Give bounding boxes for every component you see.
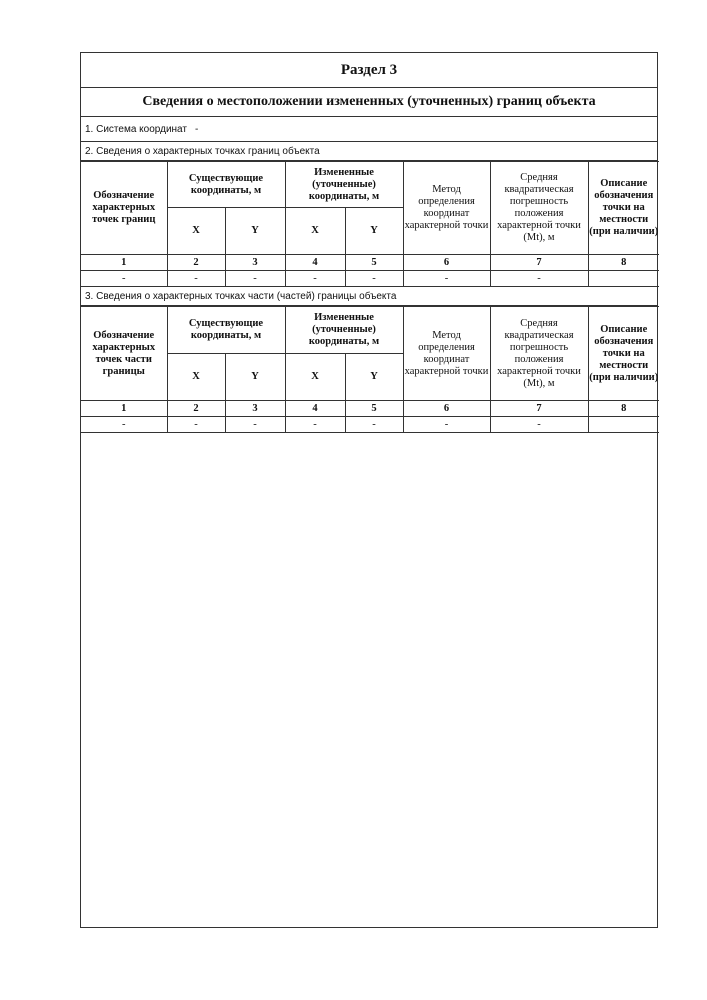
t2-header-method: Метод определения координат характерной точки <box>403 307 490 401</box>
t1-num-cell: 1 <box>81 255 167 271</box>
t1-data-cell: - <box>167 271 225 287</box>
t1-header-existing: Существующие координаты, м <box>167 162 285 208</box>
t1-num-cell: 3 <box>225 255 285 271</box>
t2-number-row <box>81 401 659 417</box>
t1-header-x2: X <box>285 208 345 255</box>
t2-header-x: X <box>167 354 225 401</box>
coord-system-row <box>81 117 657 142</box>
t1-data-cell <box>588 271 659 287</box>
table1-caption: 2. Сведения о характерных точках границ объекта <box>81 142 657 161</box>
t2-data-cell: - <box>490 417 588 433</box>
coord-system-label: 1. Система координат <box>85 123 187 135</box>
t1-num-cell: 8 <box>588 255 659 271</box>
t1-header-changed: Измененные (уточненные) координаты, м <box>285 162 403 208</box>
t1-header-method: Метод определения координат характерной точки <box>403 162 490 255</box>
table-row <box>81 271 659 287</box>
t2-header-existing: Существующие координаты, м <box>167 307 285 354</box>
t2-num-cell: 6 <box>403 401 490 417</box>
t1-header-description: Описание обозначения точки на местности (при наличии) <box>588 162 659 255</box>
section-title: Раздел 3 <box>81 53 657 88</box>
t1-data-cell: - <box>345 271 403 287</box>
t2-num-cell: 5 <box>345 401 403 417</box>
t2-data-cell: - <box>345 417 403 433</box>
section-subtitle: Сведения о местоположении измененных (уточненных) границ объекта <box>81 88 657 117</box>
t1-header-x: X <box>167 208 225 255</box>
t2-header-designation: Обозначение характерных точек части границы <box>81 307 167 401</box>
coord-system-value: - <box>194 123 199 135</box>
t2-num-cell: 2 <box>167 401 225 417</box>
t1-header-y: Y <box>225 208 285 255</box>
t2-num-cell: 7 <box>490 401 588 417</box>
t1-num-cell: 2 <box>167 255 225 271</box>
t2-data-cell: - <box>403 417 490 433</box>
t2-num-cell: 4 <box>285 401 345 417</box>
t1-num-cell: 7 <box>490 255 588 271</box>
t2-header-description: Описание обозначения точки на местности (при наличии) <box>588 307 659 401</box>
t1-num-cell: 6 <box>403 255 490 271</box>
t1-data-cell: - <box>403 271 490 287</box>
table1-boundary-points <box>81 161 659 287</box>
t1-header-designation: Обозначение характерных точек границ <box>81 162 167 255</box>
t1-header-y2: Y <box>345 208 403 255</box>
t2-header-y2: Y <box>345 354 403 401</box>
t2-num-cell: 8 <box>588 401 659 417</box>
t2-data-cell: - <box>167 417 225 433</box>
t1-number-row <box>81 255 659 271</box>
t2-header-x2: X <box>285 354 345 401</box>
t1-data-cell: - <box>490 271 588 287</box>
t2-header-error: Средняя квадратическая погрешность положения характерной точки (Mt), м <box>490 307 588 401</box>
table2-caption: 3. Сведения о характерных точках части (частей) границы объекта <box>81 287 657 306</box>
t2-header-changed: Измененные (уточненные) координаты, м <box>285 307 403 354</box>
table-row <box>81 417 659 433</box>
t2-data-cell <box>588 417 659 433</box>
t2-num-cell: 3 <box>225 401 285 417</box>
t2-data-cell: - <box>285 417 345 433</box>
t1-num-cell: 4 <box>285 255 345 271</box>
document-sheet <box>80 52 658 928</box>
t1-data-cell: - <box>225 271 285 287</box>
t1-data-cell: - <box>81 271 167 287</box>
t1-num-cell: 5 <box>345 255 403 271</box>
t1-data-cell: - <box>285 271 345 287</box>
t2-header-y: Y <box>225 354 285 401</box>
t1-header-error: Средняя квадратическая погрешность положения характерной точки (Mt), м <box>490 162 588 255</box>
table2-part-boundary-points <box>81 306 659 433</box>
t2-data-cell: - <box>225 417 285 433</box>
t2-data-cell: - <box>81 417 167 433</box>
t2-num-cell: 1 <box>81 401 167 417</box>
